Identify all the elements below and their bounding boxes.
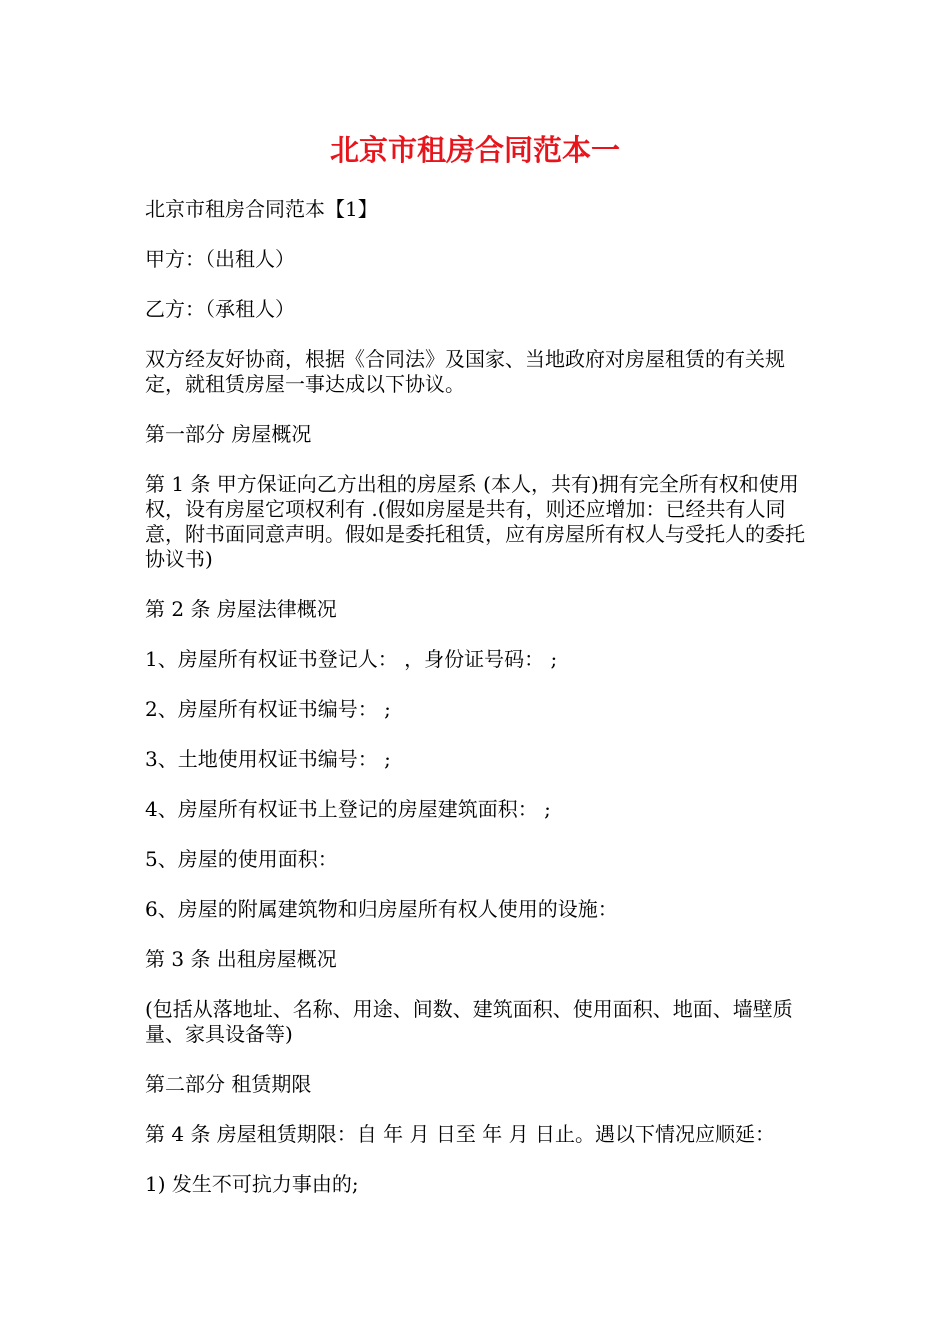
document-title: 北京市租房合同范本一 <box>329 133 620 167</box>
list-item: 3、土地使用权证书编号： ; <box>145 747 391 771</box>
list-item: 1、房屋所有权证书登记人： ，身份证号码： ; <box>145 647 558 671</box>
party-b-line: 乙方：（承租人） <box>145 297 295 321</box>
article-3-heading: 第 3 条 出租房屋概况 <box>145 947 337 971</box>
list-item: 1) 发生不可抗力事由的; <box>145 1172 359 1196</box>
article-4-paragraph: 第 4 条 房屋租赁期限：自 年 月 日至 年 月 日止。遇以下情况应顺延： <box>145 1122 775 1146</box>
article-1-paragraph: 第 1 条 甲方保证向乙方出租的房屋系 (本人，共有)拥有完全所有权和使用权，设有房屋它项权利有 .(假如房屋是共有，则还应增加：已经共有人同意，附书面同意声明。假如是委托租赁，应有房屋所有权人与受托人的委托协议书) <box>145 472 805 571</box>
list-item: 5、房屋的使用面积： <box>145 847 338 871</box>
section-heading-part-two: 第二部分 租赁期限 <box>145 1072 312 1096</box>
section-heading-part-one: 第一部分 房屋概况 <box>145 422 312 446</box>
party-a-line: 甲方：（出租人） <box>145 247 295 271</box>
preamble-paragraph: 双方经友好协商，根据《合同法》及国家、当地政府对房屋租赁的有关规定，就租赁房屋一事达成以下协议。 <box>145 347 785 396</box>
list-item: 2、房屋所有权证书编号： ; <box>145 697 391 721</box>
document-body <box>145 197 815 1222</box>
list-item: 4、房屋所有权证书上登记的房屋建筑面积： ; <box>145 797 551 821</box>
article-3-paragraph: (包括从落地址、名称、用途、间数、建筑面积、使用面积、地面、墙壁质量、家具设备等) <box>145 997 793 1046</box>
paragraph-heading: 北京市租房合同范本【1】 <box>145 197 378 221</box>
article-2-heading: 第 2 条 房屋法律概况 <box>145 597 337 621</box>
list-item: 6、房屋的附属建筑物和归房屋所有权人使用的设施： <box>145 897 618 921</box>
